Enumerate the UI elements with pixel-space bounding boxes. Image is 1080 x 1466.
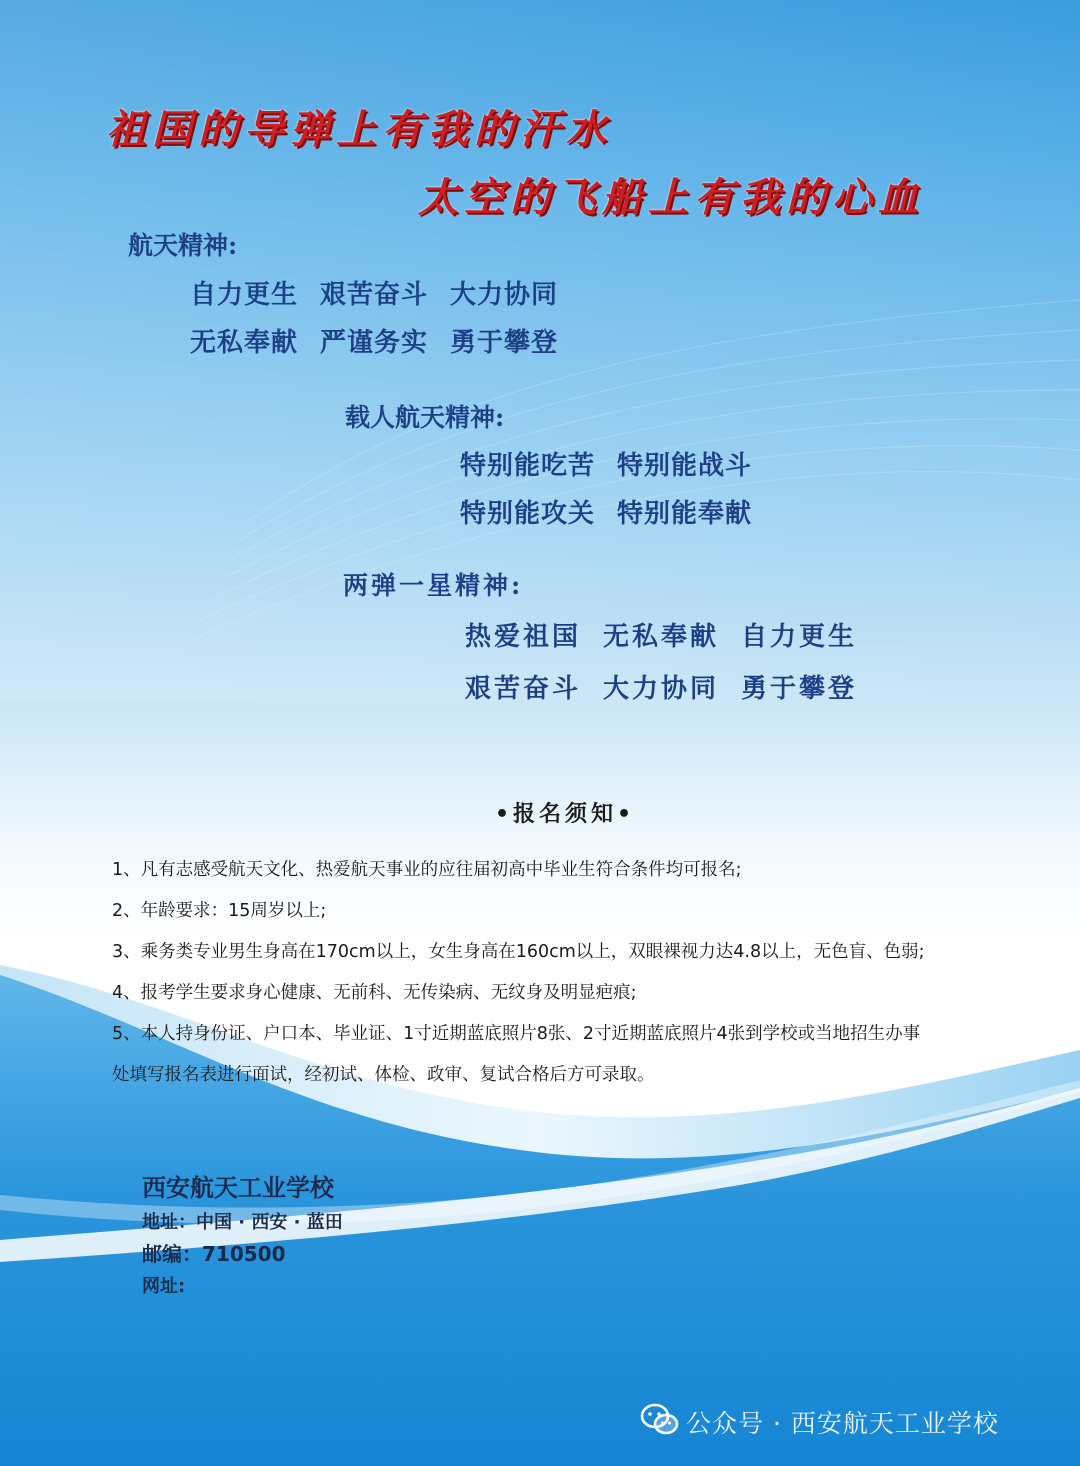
spirit-phrase: 勇于攀登 [450, 328, 559, 358]
manned-spirit-heading: 载人航天精神: [345, 403, 505, 432]
school-postcode: 邮编：710500 [142, 1242, 286, 1266]
slogan-line-1: 祖国的导弹上有我的汗水 [106, 106, 612, 153]
spirit-phrase: 热爱祖国 [465, 622, 582, 652]
school-name: 西安航天工业学校 [142, 1174, 334, 1202]
spirit-phrase: 大力协同 [450, 280, 559, 310]
spirit-phrase: 大力协同 [603, 674, 720, 704]
aerospace-spirit-line-2 [190, 322, 558, 359]
spirit-phrase: 自力更生 [190, 280, 299, 310]
notice-item-2: 2、年龄要求：15周岁以上; [112, 901, 327, 921]
spirit-phrase: 特别能吃苦 [460, 451, 596, 481]
notice-item-5-continued: 处填写报名表进行面试，经初试、体检、政审、复试合格后方可录取。 [112, 1065, 655, 1085]
spirit-phrase: 自力更生 [741, 622, 858, 652]
watermark-text: 公众号 · 西安航天工业学校 [686, 1409, 999, 1438]
school-address: 地址：中国 · 西安 · 蓝田 [142, 1212, 343, 1233]
spirit-phrase: 无私奉献 [603, 622, 720, 652]
notice-item-3: 3、乘务类专业男生身高在170cm以上，女生身高在160cm以上，双眼裸视力达4.8以上，无色盲、色弱; [112, 942, 925, 962]
spirit-phrase: 特别能攻关 [460, 499, 596, 529]
notice-title: •报名须知• [494, 802, 636, 827]
spirit-phrase: 勇于攀登 [741, 674, 858, 704]
manned-spirit-line-1 [460, 445, 752, 482]
manned-spirit-line-2 [460, 493, 752, 530]
spirit-phrase: 艰苦奋斗 [465, 674, 582, 704]
spirit-phrase: 艰苦奋斗 [320, 280, 429, 310]
wechat-icon [640, 1402, 680, 1438]
notice-item-4: 4、报考学生要求身心健康、无前科、无传染病、无纹身及明显疤痕; [112, 983, 637, 1003]
notice-item-1: 1、凡有志感受航天文化、热爱航天事业的应往届初高中毕业生符合条件均可报名; [112, 860, 742, 880]
spirit-phrase: 无私奉献 [190, 328, 299, 358]
two-bombs-spirit-heading: 两弹一星精神: [343, 571, 524, 600]
spirit-phrase: 特别能战斗 [617, 451, 753, 481]
notice-item-5: 5、本人持身份证、户口本、毕业证、1寸近期蓝底照片8张、2寸近期蓝底照片4张到学校或当地招生办事 [112, 1024, 921, 1044]
aerospace-spirit-line-1 [190, 274, 558, 311]
school-website: 网址: [142, 1276, 186, 1297]
two-bombs-spirit-line-2 [465, 668, 857, 705]
spirit-phrase: 特别能奉献 [617, 499, 753, 529]
two-bombs-spirit-line-1 [465, 616, 857, 653]
slogan-line-2: 太空的飞船上有我的心血 [418, 174, 924, 221]
spirit-phrase: 严谨务实 [320, 328, 429, 358]
aerospace-spirit-heading: 航天精神: [128, 231, 238, 260]
